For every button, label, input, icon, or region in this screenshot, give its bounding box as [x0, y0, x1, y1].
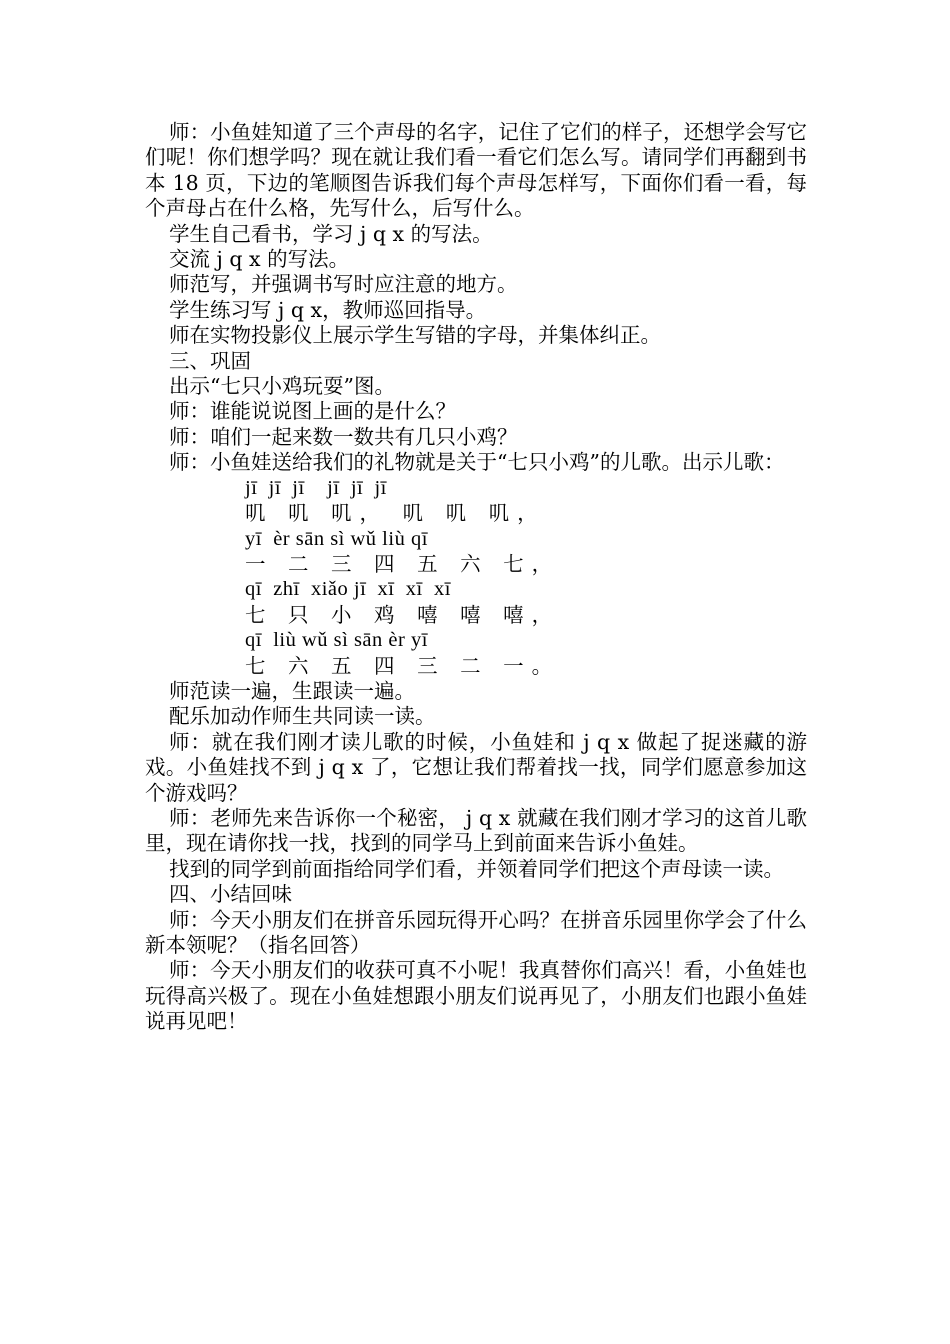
- section-heading: 三、巩固: [169, 348, 251, 373]
- paragraph: 师在实物投影仪上展示学生写错的字母，并集体纠正。: [169, 323, 661, 348]
- paragraph: 出示“七只小鸡玩耍”图。: [169, 374, 395, 399]
- paragraph: 师：小鱼娃送给我们的礼物就是关于“七只小鸡”的儿歌。出示儿歌：: [169, 450, 785, 475]
- paragraph: 师：老师先来告诉你一个秘密， j q x 就藏在我们刚才学习的这首儿歌里，现在请你找一找，找到的同学马上到前面来告诉小鱼娃。: [145, 805, 807, 856]
- paragraph: 学生练习写 j q x，教师巡回指导。: [169, 297, 487, 322]
- paragraph: 交流 j q x 的写法。: [169, 247, 350, 272]
- paragraph: 师范写，并强调书写时应注意的地方。: [169, 272, 518, 297]
- rhyme-line: 七 六 五 四 三 二 一。: [245, 653, 561, 678]
- pinyin-line: yī èr sān sì wǔ liù qī: [245, 527, 428, 550]
- paragraph: 师范读一遍，生跟读一遍。: [169, 678, 415, 703]
- section-heading: 四、小结回味: [169, 882, 292, 907]
- paragraph: 师：就在我们刚才读儿歌的时候，小鱼娃和 j q x 做起了捉迷藏的游戏。小鱼娃找不到 j q x 了，它想让我们帮着找一找，同学们愿意参加这个游戏吗？: [145, 729, 807, 805]
- nursery-rhyme: [145, 476, 807, 679]
- paragraph: 配乐加动作师生共同读一读。: [169, 704, 436, 729]
- paragraph: 师：谁能说说图上画的是什么？: [169, 399, 456, 424]
- paragraph: 师：今天小朋友们的收获可真不小呢！我真替你们高兴！看，小鱼娃也玩得高兴极了。现在小鱼娃想跟小朋友们说再见了，小朋友们也跟小鱼娃说再见吧！: [145, 958, 807, 1034]
- paragraph: 学生自己看书，学习 j q x 的写法。: [169, 221, 493, 246]
- document-page: [145, 120, 807, 1035]
- rhyme-line: 一 二 三 四 五 六 七，: [245, 551, 561, 576]
- rhyme-line: 叽 叽 叽， 叽 叽 叽，: [245, 501, 546, 526]
- paragraph: 师：咱们一起来数一数共有几只小鸡？: [169, 424, 518, 449]
- pinyin-line: qī liù wǔ sì sān èr yī: [245, 629, 428, 652]
- pinyin-line: qī zhī xiǎo jī xī xī xī: [245, 578, 451, 601]
- paragraph: 师：今天小朋友们在拼音乐园玩得开心吗？在拼音乐园里你学会了什么新本领呢？（指名回答）: [145, 907, 807, 957]
- paragraph: 找到的同学到前面指给同学们看，并领着同学们把这个声母读一读。: [169, 856, 784, 881]
- paragraph: 师：小鱼娃知道了三个声母的名字，记住了它们的样子，还想学会写它们呢！你们想学吗？现在就让我们看一看它们怎么写。请同学们再翻到书本 18 页，下边的笔顺图告诉我们每个声母怎样写，下面你们看一看，每个声母占在什么格，先写什么，后写什么。: [145, 120, 807, 221]
- pinyin-line: jī jī jī jī jī jī: [245, 476, 387, 499]
- rhyme-line: 七 只 小 鸡 嘻 嘻 嘻，: [245, 602, 561, 627]
